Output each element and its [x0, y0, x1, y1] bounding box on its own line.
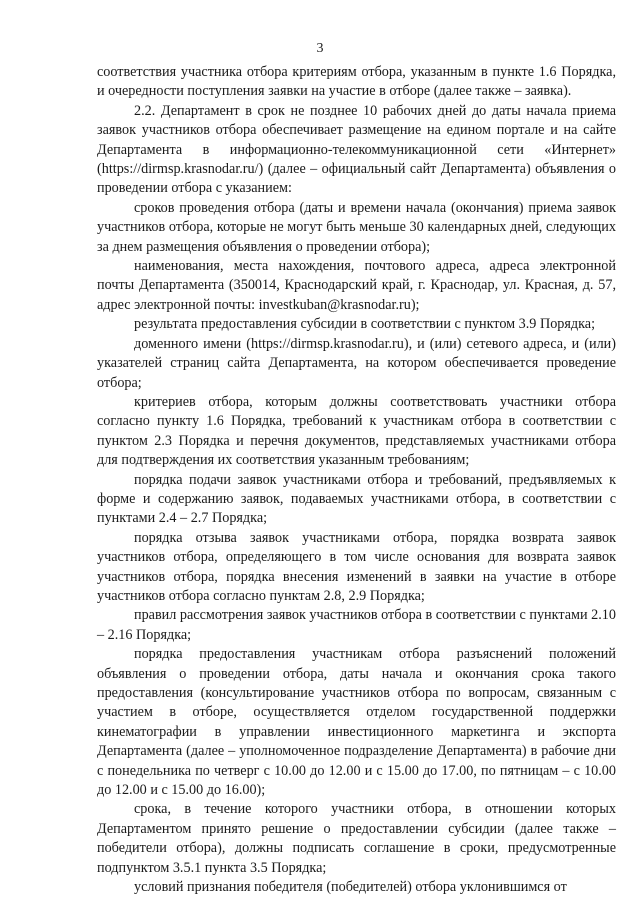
paragraph-withdrawal: порядка отзыва заявок участниками отбора, порядка возврата заявок участников отбора, определяющего в том числе основания для возврата заявок участников отбора, порядка внесения изменений в заявки на участие в отборе участников отбора согласно пунктам 2.8, 2.9 Порядка;: [97, 529, 616, 604]
paragraph-result: результата предоставления субсидии в соответствии с пунктом 3.9 Порядка;: [134, 316, 596, 333]
paragraph-submission: порядка подачи заявок участниками отбора и требований, предъявляемых к форме и содержанию заявок, подаваемых участниками отбора, в соответствии с пунктами 2.4 – 2.7 Порядка;: [97, 471, 616, 527]
paragraph-review-rules: правил рассмотрения заявок участников отбора в соответствии с пунктами 2.10 – 2.16 Порядка;: [97, 607, 616, 643]
paragraph-continuation: соответствия участника отбора критериям отбора, указанным в пункте 1.6 Порядка, и очередности поступления заявки на участие в отборе (далее также – заявка).: [97, 64, 616, 100]
paragraph-2-2: 2.2. Департамент в срок не позднее 10 рабочих дней до даты начала приема заявок участников отбора обеспечивает размещение на едином портале и на сайте Департамента в информационно-телекоммуникационной сети «Интернет» (https://dirmsp.krasnodar.ru/) (далее – официальный сайт Департамента) объявления о проведении отбора с указанием:: [97, 102, 616, 197]
paragraph-domain: доменного имени (https://dirmsp.krasnodar.ru), и (или) сетевого адреса, и (или) указателей страниц сайта Департамента, на котором обеспечивается проведение отбора;: [97, 335, 616, 391]
paragraph-winners-deadline: срока, в течение которого участники отбора, в отношении которых Департаментом принято решение о предоставлении субсидии (далее также – победители отбора), должны подписать соглашение в сроки, предусмотренные подпунктом 3.5.1 пункта 3.5 Порядка;: [97, 801, 616, 876]
paragraph-contacts: наименования, места нахождения, почтового адреса, адреса электронной почты Департамента (350014, Краснодарский край, г. Краснодар, ул. Красная, д. 57, адрес электронной почты: investkuban@krasnodar.ru);: [97, 258, 616, 313]
document-body: [97, 63, 616, 897]
page-number: 3: [316, 41, 324, 56]
paragraph-terms: сроков проведения отбора (даты и времени начала (окончания) приема заявок участников отбора, которые не могут быть меньше 30 календарных дней, следующих за днем размещения объявления о проведении отбора);: [97, 199, 616, 255]
paragraph-criteria: критериев отбора, которым должны соответствовать участники отбора согласно пункту 1.6 Порядка, требований к участникам отбора в соответствии с пунктом 2.3 Порядка и перечня документов, представляемых участниками отбора для подтверждения их соответствия указанным требованиям;: [97, 393, 616, 469]
paragraph-clarifications: порядка предоставления участникам отбора разъяснений положений объявления о проведении отбора, даты начала и окончания срока такого предоставления (консультирование участников отбора по вопросам, связанным с участием в отборе, осуществляется отделом государственной поддержки кинематографии в управлении инвестиционного маркетинга и экспорта Департамента (далее – уполномоченное подразделение Департамента) в рабочие дни с понедельника по четверг с 10.00 до 12.00 и с 15.00 до 17.00, по пятницам – с 10.00 до 12.00 и с 15.00 до 16.00);: [97, 646, 616, 799]
paragraph-evasion-conditions: условий признания победителя (победителей) отбора уклонившимся от: [134, 879, 567, 896]
